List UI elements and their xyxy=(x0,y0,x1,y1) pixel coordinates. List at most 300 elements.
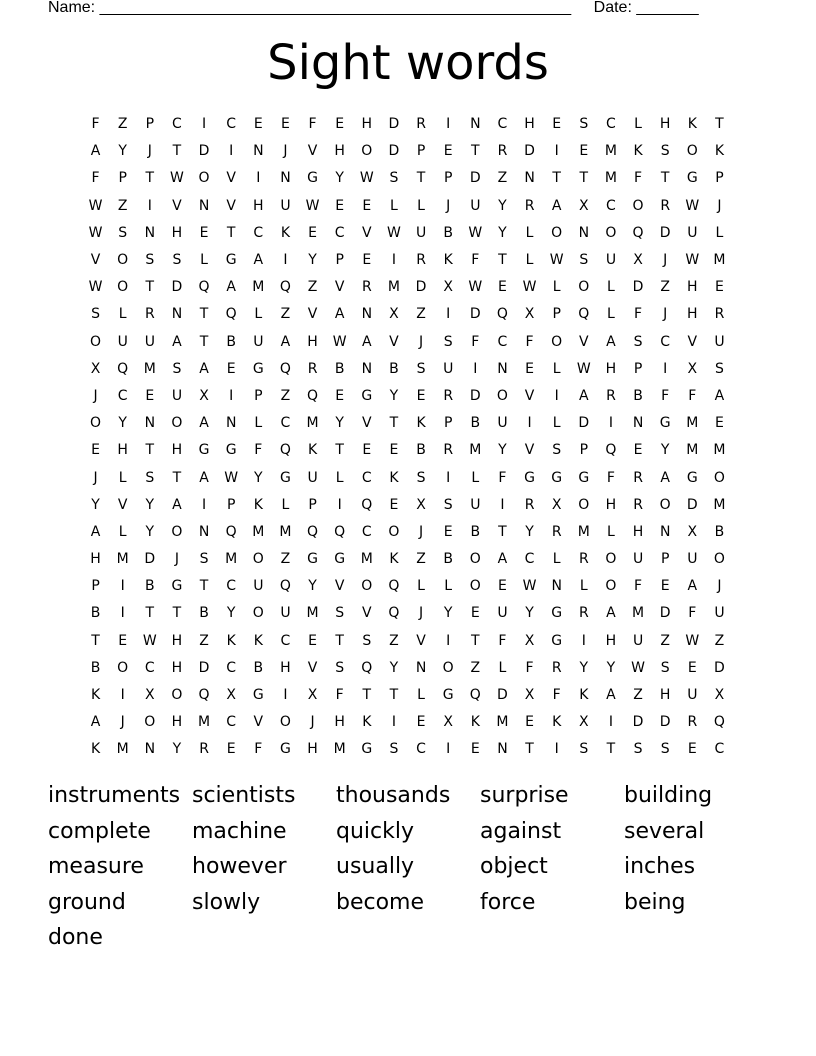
grid-letter: N xyxy=(144,415,156,432)
grid-letter: R xyxy=(633,469,643,486)
grid-letter: Y xyxy=(525,523,534,540)
grid-letter: M xyxy=(496,714,509,731)
grid-letter: R xyxy=(524,197,535,214)
grid-letter: V xyxy=(117,496,128,513)
grid-row xyxy=(82,383,734,410)
grid-letter: U xyxy=(253,333,264,350)
grid-letter: X xyxy=(307,687,318,704)
grid-letter: G xyxy=(442,687,454,704)
grid-letter: C xyxy=(226,116,237,133)
grid-letter: S xyxy=(416,469,426,486)
grid-letter: L xyxy=(552,279,561,296)
grid-letter: F xyxy=(688,605,697,622)
grid-letter: N xyxy=(198,197,210,214)
grid-letter: E xyxy=(226,360,236,377)
grid-letter: P xyxy=(416,143,426,160)
grid-letter: F xyxy=(471,252,480,269)
grid-letter: H xyxy=(659,116,671,133)
grid-letter: G xyxy=(578,469,590,486)
grid-letter: C xyxy=(280,632,291,649)
grid-letter: E xyxy=(145,387,155,404)
grid-letter: E xyxy=(199,224,209,241)
grid-letter: S xyxy=(199,551,209,568)
grid-letter: L xyxy=(579,578,588,595)
grid-letter: V xyxy=(90,252,101,269)
grid-letter: H xyxy=(605,632,617,649)
grid-letter: T xyxy=(416,170,426,187)
grid-letter: I xyxy=(120,578,125,595)
grid-letter: C xyxy=(497,333,508,350)
grid-letter: S xyxy=(660,659,670,676)
grid-letter: D xyxy=(578,415,590,432)
grid-row xyxy=(82,247,734,274)
grid-letter: Q xyxy=(334,523,346,540)
word-bank-item: object xyxy=(480,854,548,880)
grid-letter: D xyxy=(198,143,210,160)
grid-letter: A xyxy=(606,687,616,704)
grid-letter: S xyxy=(443,333,453,350)
grid-letter: M xyxy=(713,496,726,513)
grid-letter: I xyxy=(446,469,451,486)
grid-letter: C xyxy=(280,415,291,432)
grid-letter: U xyxy=(497,415,508,432)
grid-letter: A xyxy=(90,143,101,160)
grid-letter: K xyxy=(443,252,453,269)
grid-letter: O xyxy=(605,578,617,595)
grid-letter: U xyxy=(714,605,725,622)
grid-letter: H xyxy=(307,333,318,350)
grid-letter: X xyxy=(226,687,236,704)
grid-letter: J xyxy=(446,197,451,214)
grid-letter: Y xyxy=(118,143,127,160)
grid-letter: M xyxy=(116,551,129,568)
grid-row xyxy=(82,356,734,383)
grid-letter: S xyxy=(91,306,100,323)
grid-letter: W xyxy=(685,197,700,214)
grid-letter: B xyxy=(145,578,155,595)
grid-letter: T xyxy=(579,170,589,187)
grid-letter: W xyxy=(305,197,320,214)
grid-letter: Q xyxy=(578,306,590,323)
grid-letter: I xyxy=(663,360,668,377)
grid-row xyxy=(82,519,734,546)
grid-letter: V xyxy=(416,632,426,649)
grid-letter: R xyxy=(443,387,454,404)
grid-letter: I xyxy=(391,714,396,731)
date-field-label: Date: _______ xyxy=(593,0,699,16)
grid-letter: Z xyxy=(660,632,670,649)
grid-letter: N xyxy=(497,360,508,377)
grid-letter: Q xyxy=(198,279,210,296)
grid-letter: J xyxy=(310,714,315,731)
grid-letter: I xyxy=(554,741,559,758)
grid-letter: O xyxy=(90,333,102,350)
grid-letter: J xyxy=(717,197,722,214)
grid-letter: E xyxy=(715,415,724,432)
grid-letter: I xyxy=(229,143,234,160)
grid-letter: E xyxy=(687,659,697,676)
grid-letter: H xyxy=(334,714,345,731)
grid-letter: G xyxy=(361,741,373,758)
grid-row xyxy=(82,573,734,600)
grid-letter: I xyxy=(446,741,451,758)
grid-letter: Z xyxy=(416,551,426,568)
grid-letter: H xyxy=(90,551,101,568)
grid-letter: X xyxy=(443,279,453,296)
word-bank-item: usually xyxy=(336,854,415,880)
grid-letter: D xyxy=(388,143,400,160)
grid-letter: H xyxy=(605,496,617,513)
grid-letter: D xyxy=(198,659,210,676)
grid-letter: O xyxy=(171,415,183,432)
grid-letter: F xyxy=(606,469,615,486)
grid-letter: F xyxy=(525,659,534,676)
grid-letter: F xyxy=(498,632,507,649)
grid-letter: T xyxy=(145,605,155,622)
grid-letter: L xyxy=(118,306,127,323)
grid-letter: X xyxy=(579,197,589,214)
grid-letter: P xyxy=(91,578,100,595)
grid-letter: H xyxy=(632,523,644,540)
grid-row xyxy=(82,220,734,247)
word-bank-item: become xyxy=(336,889,425,915)
word-bank-item: force xyxy=(480,889,536,915)
grid-letter: O xyxy=(605,224,617,241)
grid-letter: T xyxy=(199,333,209,350)
grid-letter: G xyxy=(252,360,264,377)
grid-letter: V xyxy=(687,333,698,350)
grid-letter: M xyxy=(116,741,129,758)
grid-letter: H xyxy=(687,279,698,296)
name-field-label: Name: _____________________________________________________ xyxy=(48,0,572,16)
grid-letter: X xyxy=(524,687,535,704)
grid-letter: Z xyxy=(633,687,643,704)
grid-letter: E xyxy=(715,279,724,296)
grid-letter: B xyxy=(470,523,481,540)
grid-letter: T xyxy=(335,442,344,459)
grid-row xyxy=(82,600,734,627)
word-bank-item: inches xyxy=(624,854,696,880)
grid-letter: O xyxy=(713,551,725,568)
grid-letter: M xyxy=(306,415,319,432)
grid-letter: N xyxy=(198,523,210,540)
grid-letter: N xyxy=(144,224,156,241)
grid-letter: Q xyxy=(198,687,210,704)
grid-letter: E xyxy=(525,714,534,731)
grid-letter: E xyxy=(335,387,345,404)
grid-letter: O xyxy=(713,469,725,486)
grid-letter: V xyxy=(307,143,318,160)
grid-letter: I xyxy=(581,632,586,649)
grid-letter: P xyxy=(579,442,589,459)
grid-letter: W xyxy=(631,659,645,676)
header-fields xyxy=(48,0,699,18)
grid-letter: F xyxy=(634,578,643,595)
grid-letter: F xyxy=(688,387,697,404)
grid-letter: O xyxy=(578,496,590,513)
grid-letter: I xyxy=(391,252,396,269)
grid-letter: F xyxy=(634,306,643,323)
grid-letter: W xyxy=(387,224,401,241)
grid-letter: I xyxy=(256,170,261,187)
grid-letter: I xyxy=(229,387,234,404)
word-bank-item: several xyxy=(624,818,705,844)
grid-letter: W xyxy=(88,197,103,214)
grid-letter: U xyxy=(632,632,644,649)
grid-letter: N xyxy=(551,578,562,595)
grid-letter: H xyxy=(605,360,617,377)
grid-letter: Z xyxy=(280,306,291,323)
grid-letter: K xyxy=(552,714,562,731)
grid-row xyxy=(82,437,734,464)
grid-letter: W xyxy=(468,224,483,241)
grid-letter: A xyxy=(606,333,616,350)
grid-letter: G xyxy=(334,551,346,568)
grid-letter: M xyxy=(198,714,211,731)
grid-letter: X xyxy=(687,360,698,377)
grid-letter: N xyxy=(144,741,156,758)
grid-letter: L xyxy=(607,523,615,540)
grid-letter: C xyxy=(606,197,616,214)
grid-row xyxy=(82,274,734,301)
grid-letter: R xyxy=(633,496,643,513)
grid-letter: H xyxy=(659,687,671,704)
grid-row xyxy=(82,655,734,682)
grid-letter: Z xyxy=(307,279,318,296)
grid-letter: C xyxy=(144,659,155,676)
word-bank-item: quickly xyxy=(336,818,414,844)
grid-letter: U xyxy=(632,551,644,568)
grid-letter: V xyxy=(334,578,345,595)
word-bank-item: done xyxy=(48,925,103,951)
grid-letter: F xyxy=(525,333,534,350)
grid-letter: Q xyxy=(225,523,237,540)
grid-letter: S xyxy=(660,143,670,160)
grid-letter: P xyxy=(308,496,317,513)
grid-letter: C xyxy=(660,333,671,350)
grid-letter: M xyxy=(333,741,346,758)
grid-letter: M xyxy=(279,523,292,540)
grid-letter: G xyxy=(686,170,698,187)
grid-letter: U xyxy=(443,360,454,377)
grid-letter: C xyxy=(226,714,237,731)
grid-letter: J xyxy=(174,551,179,568)
grid-letter: O xyxy=(469,578,481,595)
grid-letter: T xyxy=(145,442,155,459)
grid-letter: G xyxy=(280,469,291,486)
grid-letter: R xyxy=(606,387,616,404)
grid-letter: S xyxy=(633,333,643,350)
grid-letter: N xyxy=(171,306,183,323)
grid-letter: S xyxy=(443,496,453,513)
grid-letter: E xyxy=(416,714,426,731)
grid-letter: D xyxy=(171,279,183,296)
grid-letter: E xyxy=(470,741,480,758)
grid-letter: K xyxy=(90,687,101,704)
grid-letter: Y xyxy=(226,605,236,622)
grid-letter: N xyxy=(659,523,671,540)
grid-letter: A xyxy=(334,306,345,323)
grid-letter: E xyxy=(416,387,426,404)
grid-letter: W xyxy=(522,279,537,296)
grid-row xyxy=(82,464,734,491)
grid-letter: Q xyxy=(279,279,291,296)
grid-letter: W xyxy=(170,170,184,187)
grid-letter: F xyxy=(254,442,263,459)
grid-letter: J xyxy=(147,143,152,160)
grid-letter: I xyxy=(120,605,125,622)
grid-letter: V xyxy=(226,197,236,214)
grid-letter: L xyxy=(118,469,127,486)
grid-letter: X xyxy=(687,523,698,540)
grid-letter: K xyxy=(633,143,643,160)
grid-letter: Y xyxy=(254,469,263,486)
grid-letter: Y xyxy=(525,605,534,622)
grid-letter: F xyxy=(498,469,507,486)
grid-letter: U xyxy=(687,224,698,241)
grid-letter: P xyxy=(552,306,561,323)
grid-letter: L xyxy=(498,659,507,676)
grid-letter: Z xyxy=(714,632,725,649)
grid-letter: R xyxy=(307,360,318,377)
grid-letter: Z xyxy=(470,659,481,676)
grid-letter: I xyxy=(120,687,125,704)
grid-letter: L xyxy=(417,687,425,704)
grid-letter: I xyxy=(147,197,152,214)
grid-letter: U xyxy=(687,551,698,568)
grid-letter: K xyxy=(389,551,399,568)
grid-letter: V xyxy=(524,387,535,404)
grid-letter: P xyxy=(443,415,453,432)
grid-letter: S xyxy=(172,252,182,269)
word-bank-item: being xyxy=(624,889,686,915)
grid-letter: L xyxy=(118,523,127,540)
grid-letter: Y xyxy=(606,659,616,676)
grid-letter: M xyxy=(306,605,319,622)
grid-letter: M xyxy=(713,442,726,459)
grid-letter: Z xyxy=(389,632,399,649)
grid-letter: U xyxy=(605,252,617,269)
grid-letter: G xyxy=(551,632,563,649)
grid-letter: Z xyxy=(280,387,291,404)
grid-letter: G xyxy=(280,741,291,758)
grid-row xyxy=(82,628,734,655)
grid-letter: N xyxy=(225,415,237,432)
grid-letter: O xyxy=(117,659,129,676)
grid-letter: E xyxy=(443,523,453,540)
grid-letter: T xyxy=(145,279,155,296)
grid-letter: O xyxy=(659,496,671,513)
grid-letter: E xyxy=(498,578,507,595)
grid-letter: E xyxy=(118,632,128,649)
page-title: Sight words xyxy=(267,35,549,91)
grid-letter: N xyxy=(253,143,264,160)
grid-letter: X xyxy=(416,496,426,513)
grid-letter: H xyxy=(171,632,183,649)
grid-letter: V xyxy=(524,442,535,459)
grid-letter: Y xyxy=(91,496,100,513)
grid-letter: W xyxy=(142,632,157,649)
grid-letter: D xyxy=(497,687,508,704)
grid-letter: Y xyxy=(498,224,507,241)
grid-letter: C xyxy=(497,116,508,133)
grid-letter: E xyxy=(335,116,345,133)
grid-letter: W xyxy=(359,170,374,187)
grid-letter: N xyxy=(415,659,427,676)
grid-row xyxy=(82,410,734,437)
grid-letter: L xyxy=(281,496,290,513)
grid-letter: K xyxy=(280,224,291,241)
grid-letter: V xyxy=(389,333,399,350)
grid-letter: F xyxy=(91,116,100,133)
grid-letter: I xyxy=(201,496,207,513)
grid-letter: J xyxy=(418,523,424,540)
grid-letter: F xyxy=(91,170,100,187)
grid-letter: A xyxy=(172,496,182,513)
grid-letter: V xyxy=(307,659,318,676)
grid-letter: G xyxy=(686,469,698,486)
grid-letter: L xyxy=(607,306,615,323)
grid-letter: O xyxy=(496,387,508,404)
grid-letter: H xyxy=(171,714,183,731)
grid-letter: J xyxy=(120,714,125,731)
grid-letter: E xyxy=(362,252,372,269)
grid-letter: R xyxy=(416,252,426,269)
grid-letter: A xyxy=(497,551,508,568)
grid-letter: N xyxy=(280,170,291,187)
grid-letter: B xyxy=(90,605,101,622)
grid-letter: N xyxy=(578,224,590,241)
grid-letter: O xyxy=(469,551,481,568)
grid-letter: T xyxy=(91,632,100,649)
grid-letter: I xyxy=(527,415,532,432)
grid-letter: O xyxy=(279,714,291,731)
grid-letter: E xyxy=(525,360,534,377)
grid-letter: W xyxy=(468,279,483,296)
grid-letter: T xyxy=(199,306,209,323)
grid-letter: N xyxy=(361,360,373,377)
word-bank-item: scientists xyxy=(192,783,296,808)
grid-letter: E xyxy=(308,224,317,241)
grid-letter: B xyxy=(714,523,725,540)
grid-letter: V xyxy=(362,224,372,241)
grid-letter: A xyxy=(199,415,209,432)
grid-letter: S xyxy=(579,252,589,269)
grid-letter: Q xyxy=(279,578,291,595)
grid-letter: G xyxy=(225,442,237,459)
grid-letter: Q xyxy=(388,578,400,595)
grid-letter: M xyxy=(387,279,400,296)
grid-letter: G xyxy=(551,469,563,486)
grid-letter: N xyxy=(632,415,644,432)
grid-letter: Y xyxy=(308,252,317,269)
grid-letter: Y xyxy=(145,523,155,540)
grid-letter: L xyxy=(417,197,425,214)
grid-letter: R xyxy=(524,496,535,513)
grid-letter: D xyxy=(659,714,671,731)
grid-letter: F xyxy=(661,387,670,404)
grid-letter: G xyxy=(225,252,237,269)
grid-letter: T xyxy=(172,143,182,160)
grid-letter: Q xyxy=(388,605,400,622)
grid-letter: S xyxy=(633,741,643,758)
grid-letter: Y xyxy=(660,442,670,459)
grid-letter: A xyxy=(660,469,670,486)
grid-letter: E xyxy=(443,143,453,160)
grid-letter: V xyxy=(579,333,589,350)
grid-letter: J xyxy=(418,605,424,622)
grid-letter: D xyxy=(388,116,400,133)
